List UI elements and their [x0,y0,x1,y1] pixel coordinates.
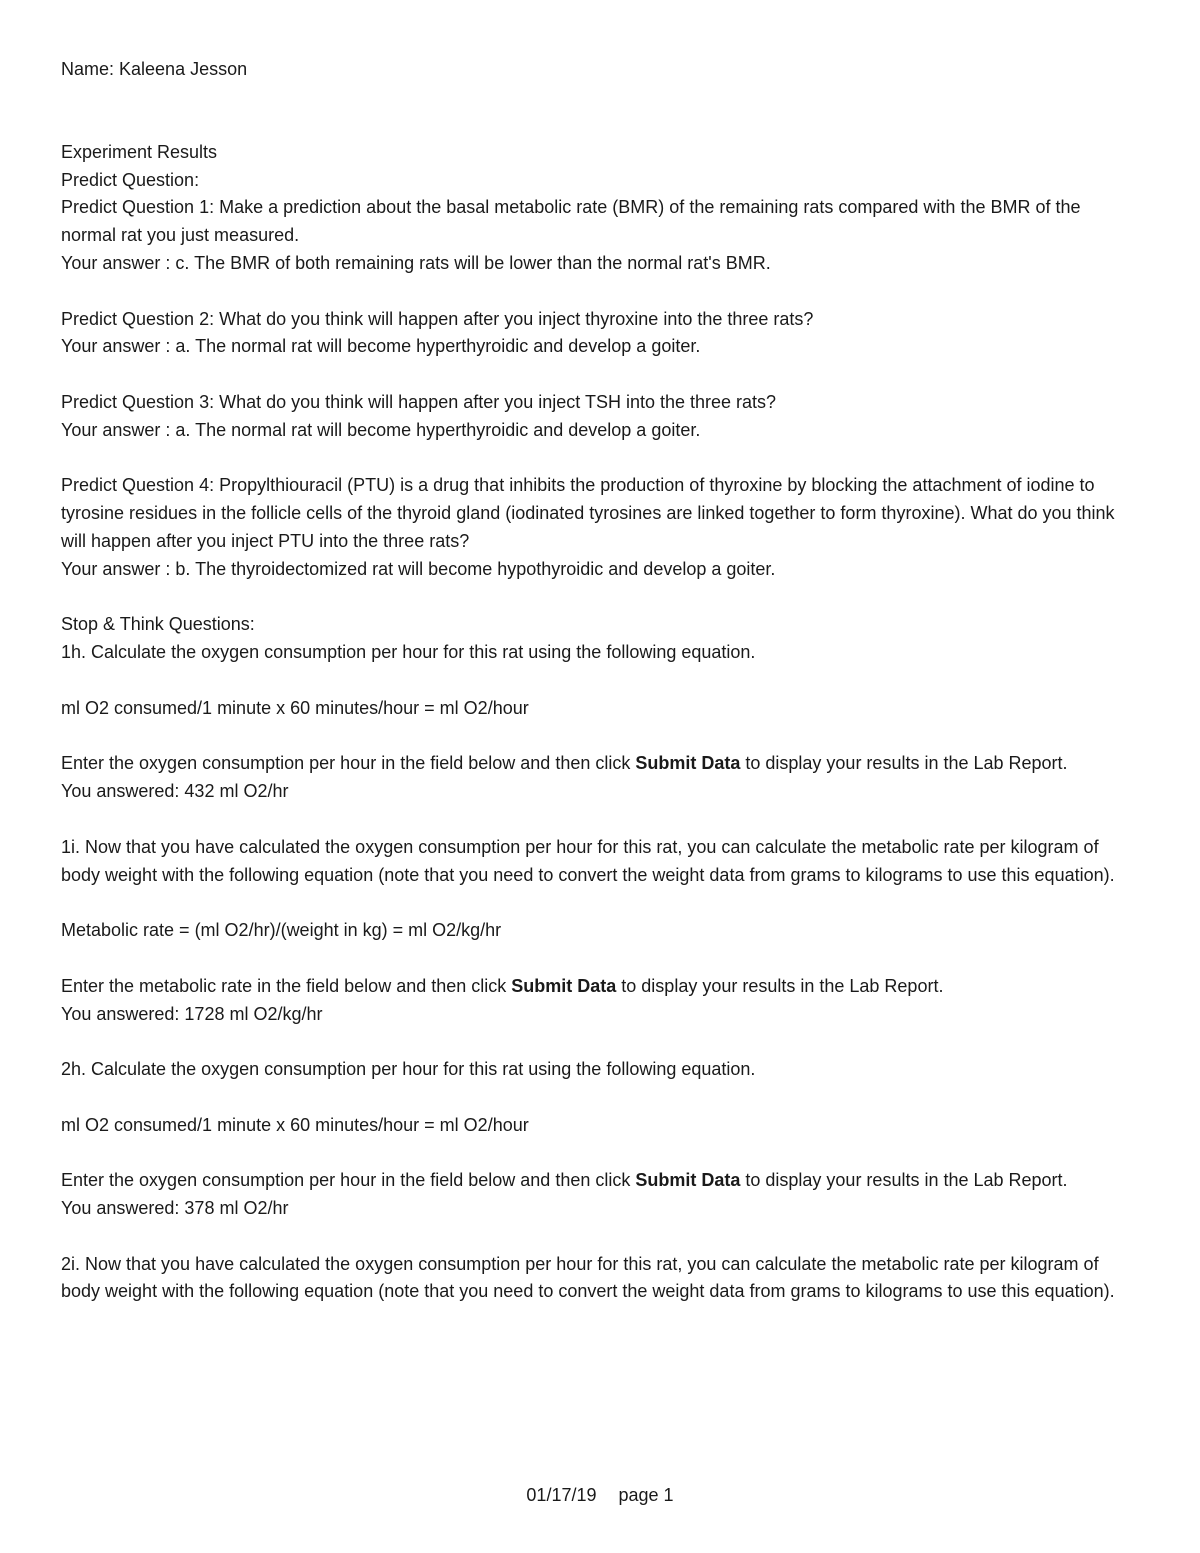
instructions [61,1167,1136,1195]
submit-data-label: Submit Data [635,753,741,774]
instructions-text: to display your results in the Lab Report. [740,753,1068,774]
stop-think-header: Stop & Think Questions: [61,614,255,635]
footer-page-number: page 1 [618,1485,674,1505]
submit-data-label: Submit Data [511,975,617,996]
instructions-text: to display your results in the Lab Report. [740,1170,1068,1191]
instructions-text: to display your results in the Lab Report. [616,975,944,996]
question-1h [61,639,1136,806]
predict-question-text: Predict Question 3: What do you think will happen after you inject TSH into the three rats? [61,391,777,412]
predict-question-2 [61,306,1136,362]
equation: ml O2 consumed/1 minute x 60 minutes/hour = ml O2/hour [61,697,529,718]
predict-question-1 [61,194,1136,277]
equation: Metabolic rate = (ml O2/hr)/(weight in kg) = ml O2/kg/hr [61,920,502,941]
predict-answer: Your answer : a. The normal rat will become hyperthyroidic and develop a goiter. [61,419,701,440]
predict-answer: Your answer : c. The BMR of both remaining rats will be lower than the normal rat's BMR. [61,252,771,273]
submit-data-label: Submit Data [635,1170,741,1191]
question-1i [61,834,1136,1029]
predict-header: Predict Question: [61,169,200,190]
student-answer: You answered: 378 ml O2/hr [61,1198,289,1219]
predict-question-3 [61,389,1136,445]
instructions-text: Enter the metabolic rate in the field below and then click [61,975,512,996]
question-2h [61,1056,1136,1223]
question-prompt: 2i. Now that you have calculated the oxygen consumption per hour for this rat, you can calculate the metabolic rate per kilogram of body weight with the following equation (note that you need to convert the weight data from grams to kilograms to use this equation). [61,1253,1115,1302]
instructions-text: Enter the oxygen consumption per hour in the field below and then click [61,1170,636,1191]
predict-answer: Your answer : a. The normal rat will become hyperthyroidic and develop a goiter. [61,336,701,357]
section-title: Experiment Results [61,141,218,162]
question-2i [61,1251,1136,1307]
question-prompt: 1h. Calculate the oxygen consumption per hour for this rat using the following equation. [61,642,756,663]
footer-date: 01/17/19 [526,1485,597,1505]
student-answer: You answered: 1728 ml O2/kg/hr [61,1003,323,1024]
student-answer: You answered: 432 ml O2/hr [61,781,289,802]
instructions [61,750,1136,778]
instructions-text: Enter the oxygen consumption per hour in the field below and then click [61,753,636,774]
predict-question-text: Predict Question 1: Make a prediction about the basal metabolic rate (BMR) of the remaining rats compared with the BMR of the normal rat you just measured. [61,197,1081,246]
document-page [61,56,1136,1306]
predict-question-4 [61,472,1136,583]
page-footer [0,1482,1200,1510]
question-prompt: 1i. Now that you have calculated the oxygen consumption per hour for this rat, you can calculate the metabolic rate per kilogram of body weight with the following equation (note that you need to convert the weight data from grams to kilograms to use this equation). [61,836,1115,885]
equation: ml O2 consumed/1 minute x 60 minutes/hour = ml O2/hour [61,1114,529,1135]
student-name: Name: Kaleena Jesson [61,59,248,79]
predict-answer: Your answer : b. The thyroidectomized rat will become hypothyroidic and develop a goiter. [61,558,776,579]
predict-question-text: Predict Question 2: What do you think will happen after you inject thyroxine into the three rats? [61,308,814,329]
instructions [61,973,1136,1001]
question-prompt: 2h. Calculate the oxygen consumption per hour for this rat using the following equation. [61,1059,756,1080]
predict-question-text: Predict Question 4: Propylthiouracil (PTU) is a drug that inhibits the production of thyroxine by blocking the attachment of iodine to tyrosine residues in the follicle cells of the thyroid gland (iodinated tyrosines are linked together to form thyroxine). What do you think will happen after you inject PTU into the three rats? [61,475,1115,551]
